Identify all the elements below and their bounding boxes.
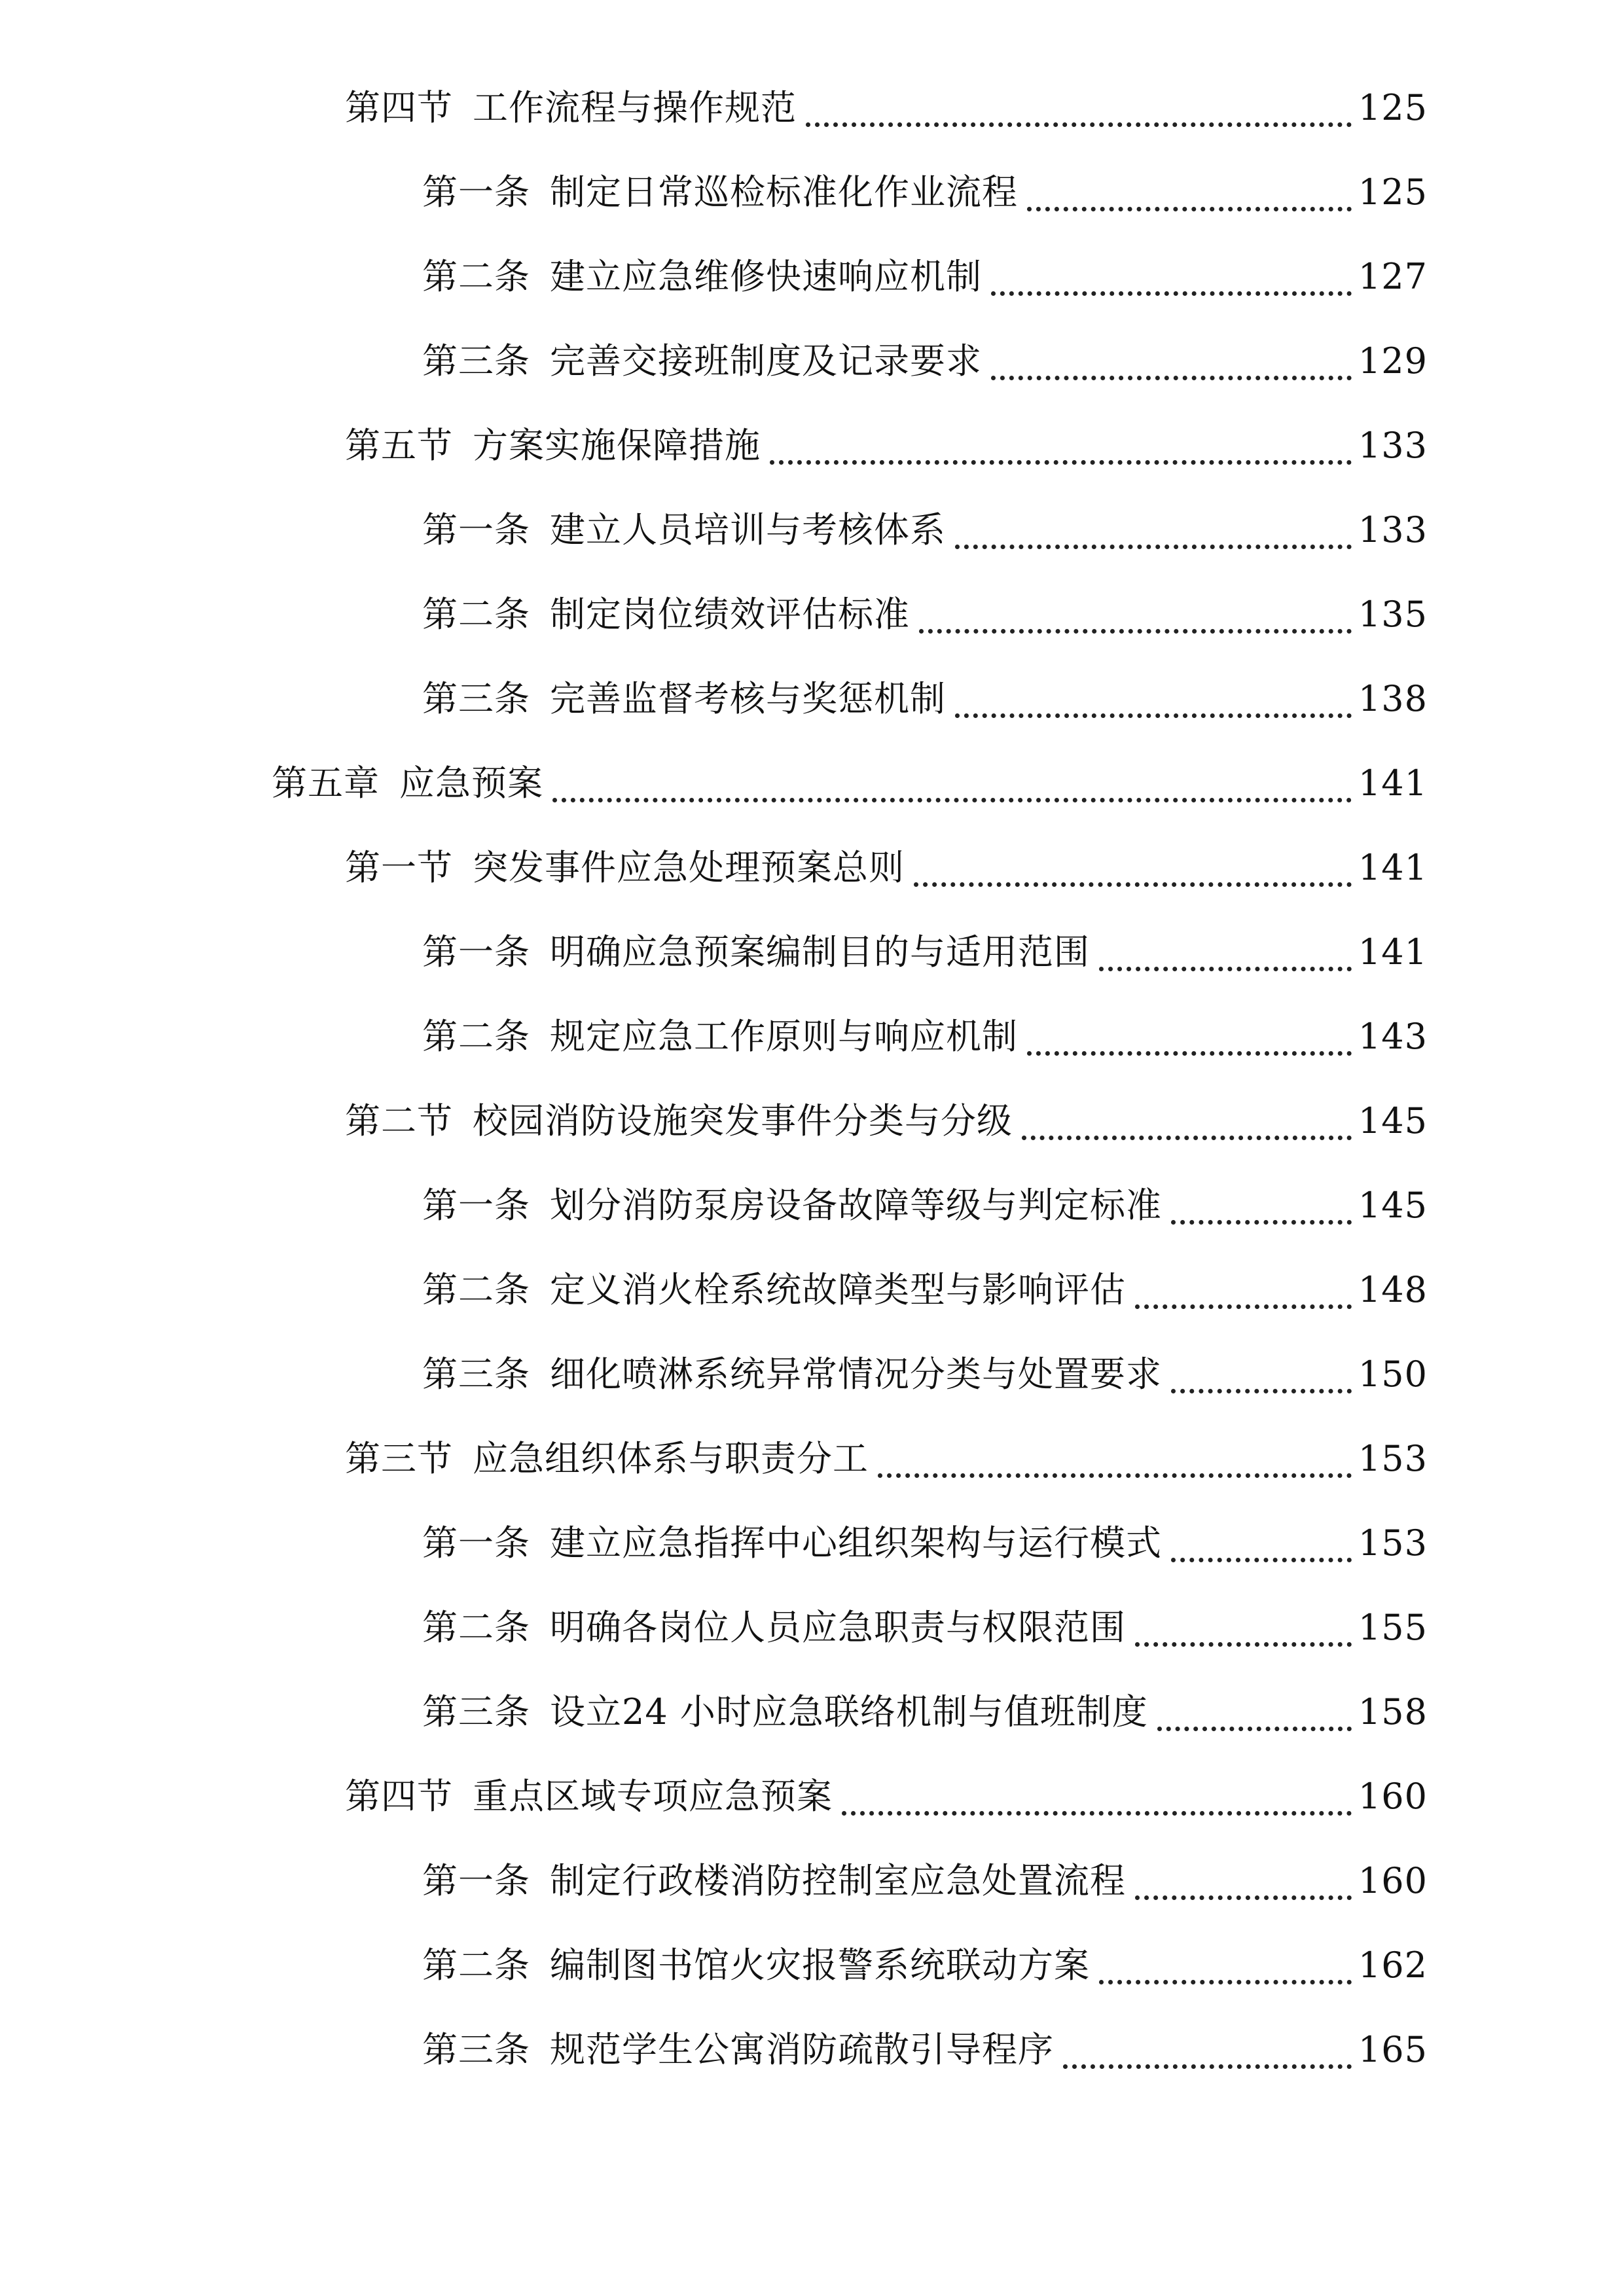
entry-page-number: 141 <box>1358 847 1428 888</box>
dot-leader <box>955 545 1352 549</box>
toc-entry-section[interactable] <box>345 1761 1428 1833</box>
entry-label: 第五节 <box>345 425 453 466</box>
dot-leader <box>955 713 1352 718</box>
entry-title: 建立应急指挥中心组织架构与运行模式 <box>550 1522 1162 1564</box>
entry-label: 第一条 <box>422 509 530 550</box>
dot-leader <box>1027 1051 1352 1056</box>
entry-label: 第三节 <box>345 1438 453 1479</box>
toc-entry-article[interactable] <box>422 1170 1428 1242</box>
dot-leader <box>914 882 1352 887</box>
entry-page-number: 138 <box>1358 678 1428 719</box>
entry-page-number: 160 <box>1358 1860 1428 1901</box>
entry-title: 明确应急预案编制目的与适用范围 <box>550 931 1090 973</box>
dot-leader <box>991 291 1352 296</box>
entry-label: 第二条 <box>422 1945 530 1986</box>
entry-page-number: 129 <box>1358 340 1428 382</box>
entry-label: 第三条 <box>422 2029 530 2070</box>
entry-page-number: 153 <box>1358 1438 1428 1479</box>
toc-entry-article[interactable] <box>422 1676 1428 1748</box>
entry-page-number: 135 <box>1358 594 1428 635</box>
dot-leader <box>1171 1220 1352 1225</box>
entry-page-number: 143 <box>1358 1016 1428 1057</box>
dot-leader <box>1171 1558 1352 1562</box>
dot-leader <box>1099 1980 1352 1984</box>
entry-label: 第四节 <box>345 1776 453 1817</box>
entry-page-number: 125 <box>1358 171 1428 213</box>
entry-label: 第二节 <box>345 1100 453 1141</box>
entry-label: 第五章 <box>272 762 380 804</box>
entry-page-number: 162 <box>1358 1945 1428 1986</box>
dot-leader <box>1027 207 1352 211</box>
entry-page-number: 150 <box>1358 1354 1428 1395</box>
entry-page-number: 125 <box>1358 87 1428 128</box>
toc-entry-article[interactable] <box>422 494 1428 566</box>
toc-entry-section[interactable] <box>345 410 1428 482</box>
dot-leader <box>1022 1136 1352 1140</box>
entry-title: 重点区域专项应急预案 <box>473 1776 833 1817</box>
entry-label: 第二条 <box>422 256 530 297</box>
toc-entry-section[interactable] <box>345 1423 1428 1495</box>
entry-page-number: 145 <box>1358 1100 1428 1141</box>
entry-title: 明确各岗位人员应急职责与权限范围 <box>550 1607 1126 1648</box>
dot-leader <box>1171 1389 1352 1393</box>
toc-entry-article[interactable] <box>422 325 1428 397</box>
entry-page-number: 158 <box>1358 1691 1428 1732</box>
dot-leader <box>991 376 1352 380</box>
entry-label: 第三条 <box>422 340 530 382</box>
dot-leader <box>1063 2064 1352 2069</box>
entry-label: 第四节 <box>345 87 453 128</box>
toc-entry-section[interactable] <box>345 832 1428 904</box>
toc-entry-article[interactable] <box>422 1507 1428 1579</box>
entry-title: 完善监督考核与奖惩机制 <box>550 678 946 719</box>
entry-page-number: 160 <box>1358 1776 1428 1817</box>
dot-leader <box>1099 967 1352 971</box>
entry-label: 第一条 <box>422 1522 530 1564</box>
entry-page-number: 155 <box>1358 1607 1428 1648</box>
dot-leader <box>806 122 1352 127</box>
entry-label: 第二条 <box>422 1269 530 1310</box>
entry-label: 第一节 <box>345 847 453 888</box>
entry-page-number: 133 <box>1358 509 1428 550</box>
entry-title: 制定日常巡检标准化作业流程 <box>550 171 1018 213</box>
entry-title: 定义消火栓系统故障类型与影响评估 <box>550 1269 1126 1310</box>
toc-entry-article[interactable] <box>422 156 1428 228</box>
entry-page-number: 153 <box>1358 1522 1428 1564</box>
entry-page-number: 127 <box>1358 256 1428 297</box>
entry-title: 规范学生公寓消防疏散引导程序 <box>550 2029 1054 2070</box>
entry-title: 制定岗位绩效评估标准 <box>550 594 910 635</box>
dot-leader <box>552 798 1352 802</box>
entry-page-number: 145 <box>1358 1185 1428 1226</box>
toc-entry-article[interactable] <box>422 1845 1428 1917</box>
entry-label: 第三条 <box>422 678 530 719</box>
entry-title: 完善交接班制度及记录要求 <box>550 340 982 382</box>
entry-page-number: 148 <box>1358 1269 1428 1310</box>
dot-leader <box>1135 1642 1352 1647</box>
entry-label: 第二条 <box>422 1016 530 1057</box>
entry-label: 第三条 <box>422 1354 530 1395</box>
dot-leader <box>842 1811 1352 1816</box>
entry-title: 建立人员培训与考核体系 <box>550 509 946 550</box>
entry-title: 突发事件应急处理预案总则 <box>473 847 905 888</box>
dot-leader <box>878 1473 1352 1478</box>
entry-page-number: 133 <box>1358 425 1428 466</box>
toc-entry-article[interactable] <box>422 1592 1428 1664</box>
toc-entry-article[interactable] <box>422 1001 1428 1073</box>
entry-title: 制定行政楼消防控制室应急处置流程 <box>550 1860 1126 1901</box>
dot-leader <box>770 460 1352 465</box>
toc-entry-article[interactable] <box>422 241 1428 313</box>
toc-entry-article[interactable] <box>422 1254 1428 1326</box>
entry-title: 编制图书馆火灾报警系统联动方案 <box>550 1945 1090 1986</box>
toc-entry-article[interactable] <box>422 579 1428 651</box>
toc-entry-article[interactable] <box>422 1338 1428 1410</box>
entry-title: 规定应急工作原则与响应机制 <box>550 1016 1018 1057</box>
entry-page-number: 165 <box>1358 2029 1428 2070</box>
entry-title: 设立24 小时应急联络机制与值班制度 <box>550 1691 1148 1732</box>
toc-entry-article[interactable] <box>422 1929 1428 2001</box>
dot-leader <box>1135 1304 1352 1309</box>
entry-label: 第二条 <box>422 594 530 635</box>
dot-leader <box>1157 1727 1352 1731</box>
entry-title: 工作流程与操作规范 <box>473 87 797 128</box>
entry-title: 方案实施保障措施 <box>473 425 761 466</box>
toc-entry-article[interactable] <box>422 663 1428 735</box>
entry-label: 第二条 <box>422 1607 530 1648</box>
toc-entry-article[interactable] <box>422 2014 1428 2086</box>
entry-label: 第一条 <box>422 1185 530 1226</box>
entry-title: 建立应急维修快速响应机制 <box>550 256 982 297</box>
entry-title: 校园消防设施突发事件分类与分级 <box>473 1100 1013 1141</box>
toc-entry-chapter[interactable] <box>272 747 1428 819</box>
entry-label: 第一条 <box>422 171 530 213</box>
dot-leader <box>1135 1895 1352 1900</box>
dot-leader <box>919 629 1352 634</box>
entry-label: 第一条 <box>422 931 530 973</box>
entry-page-number: 141 <box>1358 931 1428 973</box>
entry-title: 应急预案 <box>399 762 543 804</box>
entry-title: 细化喷淋系统异常情况分类与处置要求 <box>550 1354 1162 1395</box>
toc-entry-section[interactable] <box>345 72 1428 144</box>
toc-entry-section[interactable] <box>345 1085 1428 1157</box>
toc-entry-article[interactable] <box>422 916 1428 988</box>
entry-label: 第三条 <box>422 1691 530 1732</box>
entry-title: 应急组织体系与职责分工 <box>473 1438 869 1479</box>
entry-page-number: 141 <box>1358 762 1428 804</box>
entry-label: 第一条 <box>422 1860 530 1901</box>
entry-title: 划分消防泵房设备故障等级与判定标准 <box>550 1185 1162 1226</box>
